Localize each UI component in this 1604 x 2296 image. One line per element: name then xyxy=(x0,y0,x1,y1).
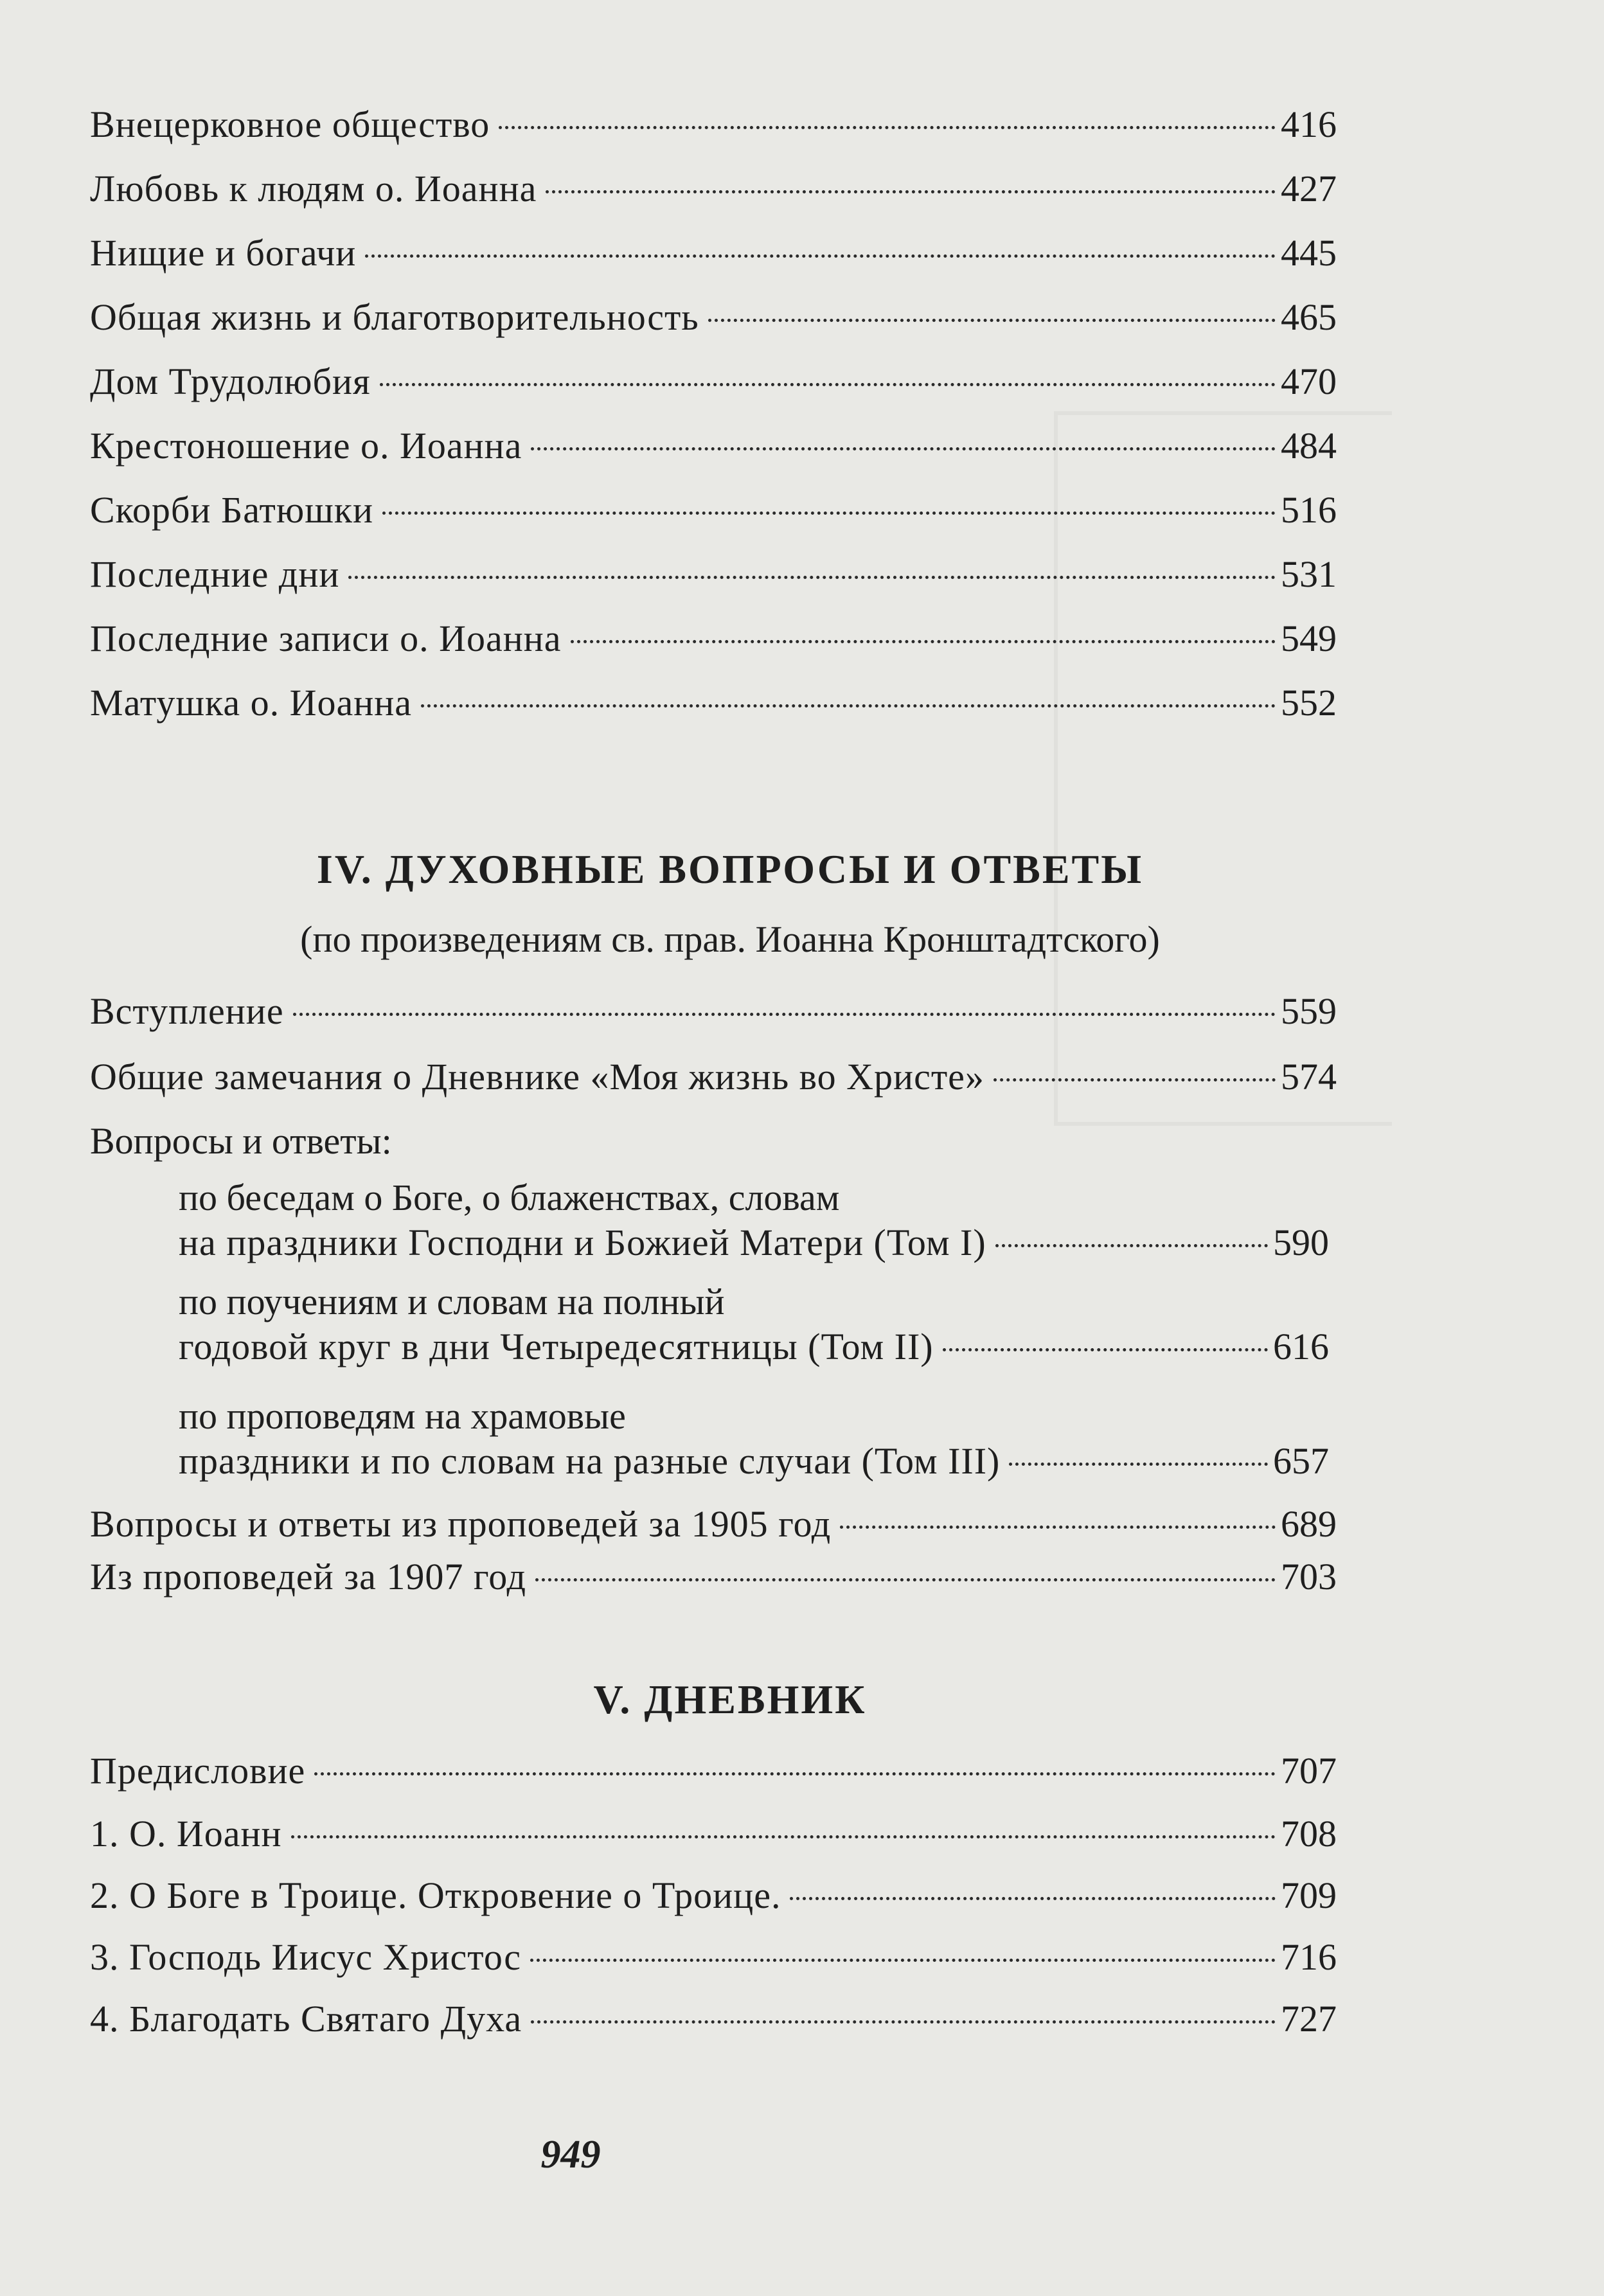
toc-entry-page: 574 xyxy=(1281,1056,1337,1098)
toc-entry-title: Нищие и богачи xyxy=(90,232,357,274)
toc-entry-title: Общая жизнь и благотворительность xyxy=(90,296,699,338)
dot-leader xyxy=(1009,1463,1268,1466)
toc-entry xyxy=(90,1934,1337,1980)
dot-leader xyxy=(943,1348,1268,1351)
toc-entry-title: Крестоношение о. Иоанна xyxy=(90,425,522,467)
toc-entry-page: 707 xyxy=(1281,1750,1337,1792)
toc-entry xyxy=(90,1554,1337,1600)
dot-leader xyxy=(314,1772,1276,1775)
toc-entry xyxy=(90,230,1337,276)
toc-entry-page: 716 xyxy=(1281,1936,1337,1978)
toc-entry xyxy=(90,102,1337,148)
dot-leader xyxy=(382,512,1276,515)
toc-subentry-line: по беседам о Боге, о блаженствах, словам xyxy=(179,1177,840,1218)
toc-entry-page: 549 xyxy=(1281,618,1337,659)
toc-entry-page: 416 xyxy=(1281,103,1337,145)
toc-entry-page: 470 xyxy=(1281,360,1337,402)
toc-entry-title: годовой круг в дни Четыредесятницы (Том II) xyxy=(179,1326,934,1367)
toc-entry xyxy=(90,1873,1337,1919)
qa-label: Вопросы и ответы: xyxy=(90,1120,392,1162)
toc-entry-page: 590 xyxy=(1273,1222,1329,1263)
toc-entry xyxy=(90,1811,1337,1857)
toc-entry-page: 484 xyxy=(1281,425,1337,467)
dot-leader xyxy=(421,704,1276,707)
dot-leader xyxy=(530,1959,1276,1962)
toc-entry-title: Внецерковное общество xyxy=(90,103,490,145)
toc-entry xyxy=(90,988,1337,1035)
dot-leader xyxy=(840,1526,1276,1529)
toc-entry xyxy=(90,1054,1337,1100)
toc-entry-title: Из проповедей за 1907 год xyxy=(90,1556,527,1597)
toc-entry-page: 657 xyxy=(1273,1440,1329,1482)
dot-leader xyxy=(995,1244,1268,1247)
toc-entry xyxy=(90,359,1337,405)
dot-leader xyxy=(994,1078,1276,1081)
toc-entry xyxy=(90,166,1337,212)
toc-entry-page: 427 xyxy=(1281,168,1337,209)
toc-entry-page: 616 xyxy=(1273,1326,1329,1367)
toc-entry xyxy=(90,551,1337,598)
dot-leader xyxy=(365,254,1276,258)
toc-entry-title: праздники и по словам на разные случаи (Том III) xyxy=(179,1440,1001,1482)
dot-leader xyxy=(348,576,1276,579)
toc-subentry xyxy=(179,1324,1329,1370)
dot-leader xyxy=(291,1835,1276,1838)
toc-entry-title: 4. Благодать Святаго Духа xyxy=(90,1998,522,2040)
toc-entry-title: Общие замечания о Дневнике «Моя жизнь во Христе» xyxy=(90,1056,985,1098)
dot-leader xyxy=(531,447,1276,450)
toc-entry-title: Дом Трудолюбия xyxy=(90,360,371,402)
toc-entry-title: Вопросы и ответы из проповедей за 1905 год xyxy=(90,1503,832,1545)
dot-leader xyxy=(380,383,1276,386)
toc-entry-title: Любовь к людям о. Иоанна xyxy=(90,168,537,209)
toc-subentry xyxy=(179,1220,1329,1266)
toc-entry-title: Вступление xyxy=(90,990,284,1032)
toc-entry-page: 689 xyxy=(1281,1503,1337,1545)
dot-leader xyxy=(531,2020,1276,2024)
dot-leader xyxy=(535,1578,1276,1581)
toc-entry-page: 516 xyxy=(1281,489,1337,531)
toc-entry-title: Последние дни xyxy=(90,553,340,595)
dot-leader xyxy=(790,1897,1276,1900)
toc-entry-page: 727 xyxy=(1281,1998,1337,2040)
section-heading: V. ДНЕВНИК xyxy=(593,1677,867,1722)
toc-entry-page: 559 xyxy=(1281,990,1337,1032)
dot-leader xyxy=(708,319,1276,322)
toc-entry-title: Предисловие xyxy=(90,1750,306,1792)
toc-entry-title: 3. Господь Иисус Христос xyxy=(90,1936,522,1978)
toc-subentry-line: по проповедям на храмовые xyxy=(179,1395,626,1437)
dot-leader xyxy=(571,640,1276,643)
section-heading: IV. ДУХОВНЫЕ ВОПРОСЫ И ОТВЕТЫ xyxy=(316,846,1144,892)
toc-entry-page: 703 xyxy=(1281,1556,1337,1597)
toc-entry-title: Матушка о. Иоанна xyxy=(90,682,413,724)
section-subheading: (по произведениям св. прав. Иоанна Кронштадтского) xyxy=(300,918,1160,960)
toc-entry xyxy=(90,1748,1337,1794)
toc-entry xyxy=(90,487,1337,533)
toc-entry-page: 465 xyxy=(1281,296,1337,338)
page-number: 949 xyxy=(540,2133,601,2176)
toc-entry-title: Скорби Батюшки xyxy=(90,489,374,531)
toc-entry xyxy=(90,616,1337,662)
toc-entry xyxy=(90,1996,1337,2042)
dot-leader xyxy=(293,1013,1276,1016)
toc-entry-page: 709 xyxy=(1281,1874,1337,1916)
dot-leader xyxy=(499,126,1276,129)
toc-entry-title: 1. О. Иоанн xyxy=(90,1813,282,1855)
toc-entry xyxy=(90,680,1337,726)
toc-entry-page: 708 xyxy=(1281,1813,1337,1855)
toc-entry-title: на праздники Господни и Божией Матери (Том I) xyxy=(179,1222,986,1263)
toc-entry-title: 2. О Боге в Троице. Откровение о Троице. xyxy=(90,1874,781,1916)
toc-subentry-line: по поучениям и словам на полный xyxy=(179,1281,725,1322)
toc-entry-page: 445 xyxy=(1281,232,1337,274)
toc-entry-page: 552 xyxy=(1281,682,1337,724)
toc-entry-title: Последние записи о. Иоанна xyxy=(90,618,562,659)
toc-subentry xyxy=(179,1438,1329,1484)
dot-leader xyxy=(546,190,1276,193)
toc-entry xyxy=(90,294,1337,341)
toc-entry-page: 531 xyxy=(1281,553,1337,595)
toc-entry xyxy=(90,1501,1337,1547)
toc-entry xyxy=(90,423,1337,469)
